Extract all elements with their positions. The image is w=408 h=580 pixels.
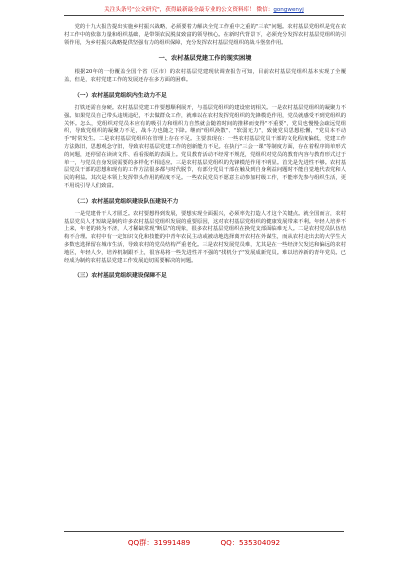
- paragraph-team: 一是党建骨干人才匮乏。农村要想得到发展，要想实现全面振兴，必须率先打造人才这个关键点。就全国而言，农村基层党员人才短缺是制约许多农村基层党组织发展的重要原因，这对农村基层党组织的健康发展带来不利。年轻人培养不上来，年老的转为不济，人才稀缺常现"断层"的现象，很多农村基层党组织在换党支部面临难无人。二是农村党员队伍结构不合理。农村中有一定知识文化和技能的中青年农民主动或被动地选择离开农村在外谋生，而从农村走出去的大学生大多数也选择留在城市生活，导致农村的党员结构严重老化。三是农村发展党员难，尤其是在一些经济欠发达和偏远的农村地区，年轻人少，培养机制跟不上，很容易将一些先进性并不强的"找机分子"发展成新党员。难以培养新的青年党员。已经成为制约农村基层党建工作发展迫切需要解决的问题。: [64, 210, 346, 264]
- subsection-heading-2: （二）农村基层党组织建设队伍建设不力: [74, 198, 179, 205]
- contact-label: 微信：: [256, 7, 274, 13]
- paragraph-survey: 根据20年的一份覆盖全国个省（区市）的农村基层党建现状调查报告可知，目前农村基层党组织基本实现了全覆盖，但是，农村党建工作的发展还存在多方面的困难。: [64, 69, 346, 84]
- paragraph-intro: 党的十九大报告提出实施乡村振兴战略，必须要着力解决全党工作重中之重的"三农"问题。农村基层党组织是党在农村工作中的依靠力量和组织基础，是带领农民脱贫致富的领导核心。在新时代背景下，必须充分发挥农村基层党组织的引领作用，为乡村振兴战略提供坚强有力的组织保障，充分发挥农村基层党组织的战斗堡垒作用。: [64, 24, 346, 46]
- footer-qq: QQ：535304092: [220, 538, 281, 547]
- footer: [0, 538, 408, 548]
- footer-qq-group: QQ群：31991489: [127, 538, 191, 547]
- section-heading: 一、农村基层党建工作的现实困境: [158, 55, 252, 63]
- contact-link[interactable]: gongwenyj: [273, 7, 304, 13]
- header-rule: [64, 15, 344, 16]
- footer-rule: [64, 531, 344, 532]
- subsection-heading-3: （三）农村基层党组织建设保障不足: [74, 273, 167, 280]
- paragraph-motivation: 打铁还需自身硬。农村基层党建工作要想顺利展开，与基层党组织的建设密切相关。一是农村基层党组织的凝聚力不强。如果党员自己带头违规违纪，不去做群众工作，就难以在农村发挥党组织的先锋模范作用，党员就感受不到党组织的关怀。怎么，党组织对党员本应有的吸引力和组织力自然就会随着时间的推移而变得"不重要"，党员也慢慢会疏远党组织，导致党组织的凝聚力不足，战斗力也随之下降。继而"组织涣散"、"软弱无力"，致使党员思想松懈，"党员本不动手"时常发生。二是农村基层党组织在管理上存在不足。主要表现在：一些农村基层党员干部的文化程度偏低，党建工作方法陈旧，思想观念守旧，导致农村基层党建工作的创新能力不足。在执行"三会一课"等制度方面，存在着程序简单形式的问题，还停留在读读文件、看看报纸的表面上。党员教育活动不经常不规范，党组织对党员的教育内容与教育形式过于单一，与党员自身发展需要的多样化不相适应。三是农村基层党组织的先锋模范作用不明显。首先是先进性不够。农村基层党员干部的思想和现有的工作方法很多都与时代脱节，有部分党员干部在触及到自身利益问题时不能自觉地代表党和人民的利益。其次是本领上发挥带头作用的程度不足。一些农民党员不愿意主动参加村级工作，不能率先参与组织生活，更不用说引导人们致富。: [64, 104, 346, 189]
- subsection-heading-1: （一）农村基层党组织内生动力不足: [74, 92, 167, 99]
- document-body: [64, 24, 346, 285]
- header-banner: [0, 5, 408, 13]
- banner-text: 关注头条号"公文研究"，获得最新最全最专业的公文资料库！: [104, 7, 255, 13]
